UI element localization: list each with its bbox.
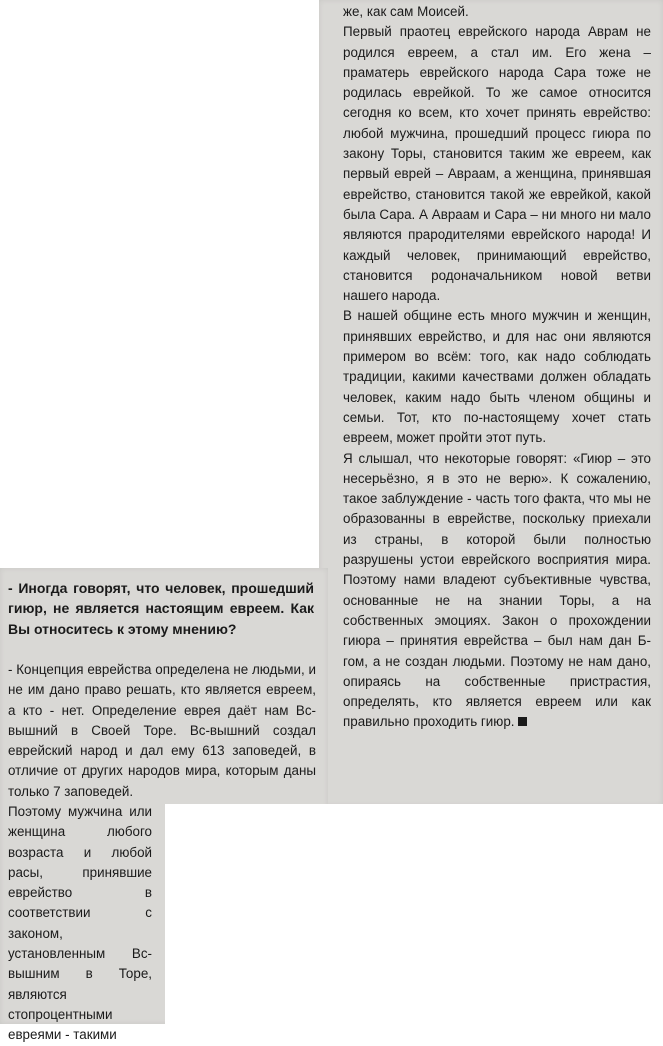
interview-answer-continued: Поэтому мужчина или женщина любого возраста и любой расы, принявшие еврейство в соответствии с законом, установленным Вс-вышним в Торе, являются стопроцентными евреями - такими [8, 804, 152, 1043]
end-of-article-marker [518, 717, 527, 726]
interview-question: - Иногда говорят, что человек, прошедший гиюр, не является настоящим евреем. Как Вы относитесь к этому мнению? [8, 580, 314, 637]
paragraph-avram: Первый праотец еврейского народа Аврам не родился евреем, а стал им. Его жена – праматерь еврейского народа Сара тоже не родилась еврейкой. То же самое относится сегодня ко всем, кто хочет принять еврейство: любой мужчина, прошедший процесс гиюра по закону Торы, становится таким же евреем, как первый еврей – Авраам, а женщина, принявшая еврейство, становится такой же еврейкой, какой была Сара. А Авраам и Сара – ни много ни мало являются прародителями еврейского народа! И каждый человек, принимающий еврейство, становится родоначальником новой ветви нашего народа. [343, 24, 651, 304]
paragraph-community: В нашей общине есть много мужчин и женщин, принявших еврейство, и для нас они являются примером во всём: того, как надо соблюдать традиции, какими качествами должен обладать человек, каким надо быть членом общины и семьи. Тот, кто по-настоящему хочет стать евреем, может пройти этот путь. [343, 308, 651, 446]
interview-answer: - Концепция еврейства определена не людьми, и не им дано право решать, кто является евреем, а кто - нет. Определение еврея даёт нам Вс-вышний в Своей Торе. Вс-вышний создал еврейский народ и дал ему 613 заповедей, в отличие от других народов мира, которым даны только 7 заповедей. [8, 662, 316, 799]
blank-area [165, 804, 663, 1024]
paragraph-giyur-opinion [343, 449, 651, 733]
paragraph-giyur-opinion-text: Я слышал, что некоторые говорят: «Гиюр – это несерьёзно, я в это не верю». К сожалению, такое заблуждение - часть того факта, что мы не образованны в еврействе, поскольку приехали из страны, в которой были полностью разрушены устои еврейского восприятия мира. Поэтому нами владеют субъективные чувства, основанные не на знании Торы, а на собственных эмоциях. Закон о прохождении гиюра – принятия еврейства – был нам дан Б-гом, а не создан людьми. Поэтому не нам дано, опираясь на собственные пристрастия, определять, кто является евреем или как правильно проходить гиюр. [343, 450, 651, 730]
right-article-column [343, 2, 651, 733]
paragraph-continuation: же, как сам Моисей. [343, 4, 469, 19]
